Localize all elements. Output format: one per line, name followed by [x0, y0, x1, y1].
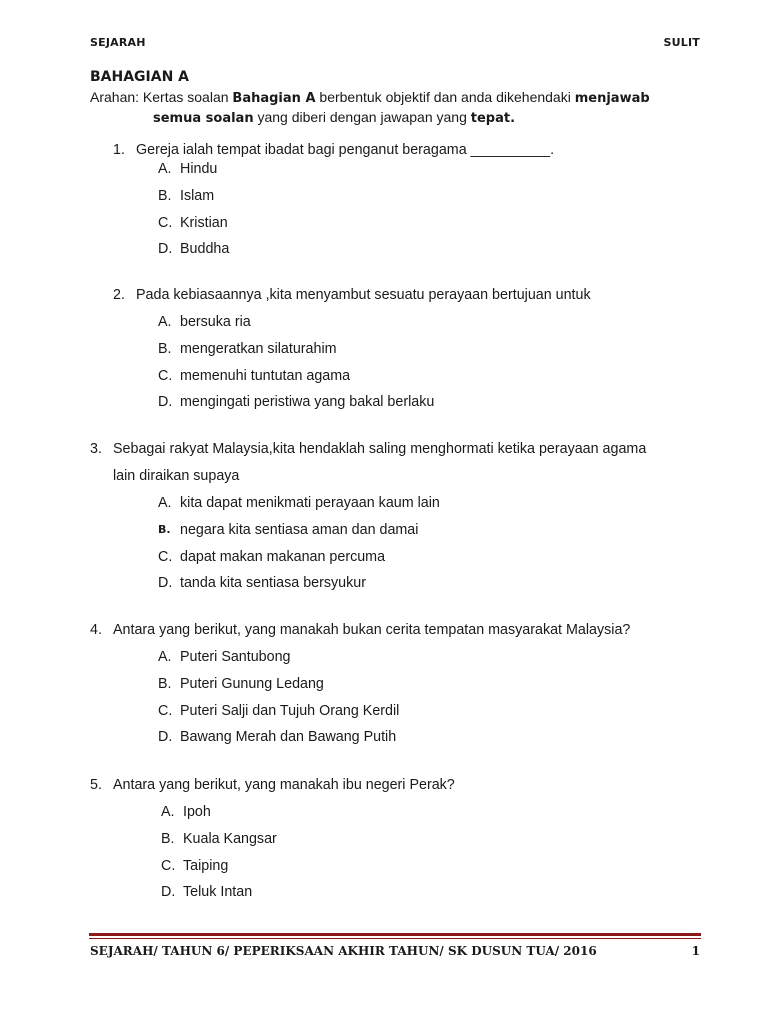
option-c[interactable]: C. dapat makan makanan percuma	[158, 548, 386, 565]
option-d[interactable]: D. Teluk Intan	[161, 884, 253, 901]
question-4	[90, 617, 730, 751]
option-a[interactable]: A. kita dapat menikmati perayaan kaum lain	[158, 495, 440, 511]
option-list	[90, 490, 730, 597]
section-title: BAHAGIAN A	[90, 69, 190, 85]
question-5	[90, 772, 730, 906]
footer-divider-thick	[89, 933, 701, 936]
question-1	[90, 137, 730, 263]
question-number: 4.	[90, 622, 102, 638]
option-a[interactable]: A. Hindu	[158, 161, 218, 177]
option-d[interactable]: D. Buddha	[158, 241, 230, 258]
footer-divider-thin	[89, 938, 701, 939]
option-d[interactable]: D. Bawang Merah dan Bawang Putih	[158, 729, 397, 746]
option-a[interactable]: A. Puteri Santubong	[158, 649, 291, 665]
question-text: Antara yang berikut, yang manakah bukan cerita tempatan masyarakat Malaysia?	[113, 622, 631, 638]
question-text-line-2: lain diraikan supaya	[113, 468, 240, 484]
question-number: 3.	[90, 441, 102, 457]
header-subject: SEJARAH	[90, 36, 146, 49]
question-number: 1.	[113, 142, 125, 158]
option-list	[90, 156, 730, 263]
question-text: Pada kebiasaannya ,kita menyambut sesuatu perayaan bertujuan untuk	[136, 287, 591, 303]
option-b[interactable]: B. Kuala Kangsar	[161, 830, 277, 847]
instructions	[90, 88, 710, 128]
option-d[interactable]: D. mengingati peristiwa yang bakal berlaku	[158, 394, 435, 411]
option-c[interactable]: C. Kristian	[158, 214, 228, 231]
footer-text: SEJARAH/ TAHUN 6/ PEPERIKSAAN AKHIR TAHUN/ SK DUSUN TUA/ 2016	[90, 944, 597, 958]
option-b[interactable]: B. negara kita sentiasa aman dan damai	[158, 521, 419, 538]
page-header	[90, 36, 700, 54]
question-3	[90, 436, 730, 597]
option-b[interactable]: B. Puteri Gunung Ledang	[158, 675, 324, 692]
option-a[interactable]: A. Ipoh	[161, 804, 211, 820]
option-b[interactable]: B. Islam	[158, 187, 215, 204]
question-text: Gereja ialah tempat ibadat bagi penganut beragama __________.	[136, 142, 555, 158]
page-number: 1	[691, 944, 700, 958]
option-c[interactable]: C. Puteri Salji dan Tujuh Orang Kerdil	[158, 702, 400, 719]
option-list	[90, 309, 730, 416]
page-footer	[90, 944, 700, 958]
question-number: 2.	[113, 287, 125, 303]
question-2	[90, 282, 730, 416]
option-c[interactable]: C. memenuhi tuntutan agama	[158, 367, 351, 384]
question-text: Antara yang berikut, yang manakah ibu negeri Perak?	[113, 777, 455, 793]
option-list	[90, 644, 730, 751]
option-d[interactable]: D. tanda kita sentiasa bersyukur	[158, 575, 366, 592]
instructions-line-2: semua soalan yang diberi dengan jawapan yang tepat.	[153, 109, 516, 126]
option-list	[90, 799, 730, 906]
question-number: 5.	[90, 777, 102, 793]
option-b[interactable]: B. mengeratkan silaturahim	[158, 340, 337, 357]
question-text-line-1: Sebagai rakyat Malaysia,kita hendaklah saling menghormati ketika perayaan agama	[113, 441, 647, 457]
header-classification: SULIT	[663, 36, 700, 49]
instructions-line-1: Arahan: Kertas soalan Bahagian A berbentuk objektif dan anda dikehendaki menjawab	[90, 89, 650, 106]
option-a[interactable]: A. bersuka ria	[158, 314, 251, 330]
option-c[interactable]: C. Taiping	[161, 857, 229, 874]
